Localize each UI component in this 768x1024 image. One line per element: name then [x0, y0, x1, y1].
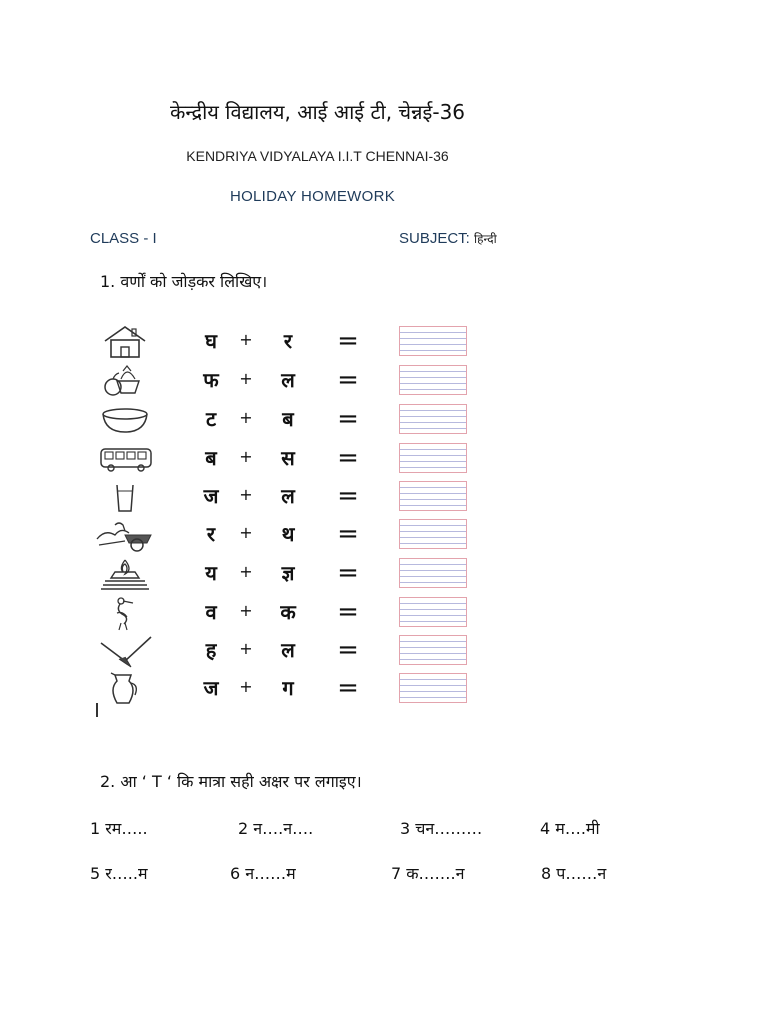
letter-second: ब — [282, 407, 294, 431]
plus-sign: + — [239, 639, 253, 658]
class-label: CLASS - I — [90, 230, 157, 247]
matra-item-1: 1 रम….. — [90, 819, 148, 838]
tub-icon — [95, 402, 155, 438]
school-title-english: KENDRIYA VIDYALAYA I.I.T CHENNAI-36 — [186, 148, 449, 164]
matra-item-7: 7 क…….न — [391, 864, 465, 883]
jug-icon — [95, 671, 155, 707]
letter-first: ब — [205, 446, 217, 470]
equals-sign: = — [337, 365, 359, 395]
writing-box[interactable] — [399, 673, 467, 703]
fruit-basket-icon — [95, 363, 155, 399]
house-icon — [95, 324, 155, 360]
plus-sign: + — [239, 677, 253, 696]
question-2: 2. आ ‘ T ‘ कि मात्रा सही अक्षर पर लगाइए। — [100, 772, 362, 791]
letter-second: ल — [281, 368, 295, 392]
plus-sign: + — [239, 562, 253, 581]
equals-sign: = — [337, 443, 359, 473]
word-row-4 — [95, 441, 515, 477]
equals-sign: = — [337, 481, 359, 511]
letter-second: ल — [281, 638, 295, 662]
matra-item-8: 8 प……न — [541, 864, 607, 883]
writing-box[interactable] — [399, 635, 467, 665]
matra-item-4: 4 म….मी — [540, 819, 600, 838]
bus-icon — [95, 441, 155, 477]
letter-first: ज — [203, 484, 219, 508]
letter-first: ह — [205, 638, 217, 662]
writing-box[interactable] — [399, 481, 467, 511]
letter-first: फ — [203, 368, 219, 392]
equals-sign: = — [337, 673, 359, 703]
plus-sign: + — [239, 369, 253, 388]
equals-sign: = — [337, 326, 359, 356]
matra-item-3: 3 चन……… — [400, 819, 483, 838]
writing-box[interactable] — [399, 597, 467, 627]
subject-label-text: SUBJECT: — [399, 230, 470, 247]
crane-bird-icon — [95, 595, 155, 631]
stray-mark — [96, 703, 98, 717]
letter-first: य — [205, 561, 217, 585]
letter-second: ग — [282, 676, 294, 700]
letter-second: र — [283, 329, 293, 353]
subject-label — [399, 230, 497, 247]
writing-box[interactable] — [399, 443, 467, 473]
plus-sign: + — [239, 447, 253, 466]
letter-first: घ — [205, 329, 217, 353]
plus-sign: + — [239, 330, 253, 349]
plus-sign: + — [239, 523, 253, 542]
writing-box[interactable] — [399, 404, 467, 434]
letter-second: ल — [281, 484, 295, 508]
letter-second: ज्ञ — [281, 561, 295, 585]
equals-sign: = — [337, 635, 359, 665]
plough-icon — [95, 633, 155, 669]
question-1: 1. वर्णों को जोड़कर लिखिए। — [100, 272, 268, 291]
word-row-8 — [95, 595, 515, 631]
letter-second: क — [280, 600, 296, 624]
equals-sign: = — [337, 597, 359, 627]
letter-first: व — [205, 600, 217, 624]
equals-sign: = — [337, 404, 359, 434]
matra-item-2: 2 न….न…. — [238, 819, 314, 838]
equals-sign: = — [337, 558, 359, 588]
writing-box[interactable] — [399, 558, 467, 588]
chariot-icon — [95, 517, 155, 553]
letter-first: ज — [203, 676, 219, 700]
plus-sign: + — [239, 485, 253, 504]
glass-icon — [95, 479, 155, 515]
word-row-3 — [95, 402, 515, 438]
writing-box[interactable] — [399, 326, 467, 356]
school-title-hindi: केन्द्रीय विद्यालय, आई आई टी, चेन्नई-36 — [169, 100, 466, 124]
plus-sign: + — [239, 601, 253, 620]
word-row-2 — [95, 363, 515, 399]
equals-sign: = — [337, 519, 359, 549]
letter-second: स — [281, 446, 295, 470]
word-row-9 — [95, 633, 515, 669]
matra-item-5: 5 र…..म — [90, 864, 148, 883]
word-row-1 — [95, 324, 515, 360]
word-row-10 — [95, 671, 515, 707]
homework-title: HOLIDAY HOMEWORK — [229, 188, 396, 205]
subject-value: हिन्दी — [474, 232, 497, 246]
writing-box[interactable] — [399, 365, 467, 395]
word-row-5 — [95, 479, 515, 515]
writing-box[interactable] — [399, 519, 467, 549]
word-row-6 — [95, 517, 515, 553]
letter-first: र — [206, 522, 216, 546]
letter-second: थ — [281, 522, 295, 546]
fire-ritual-icon — [95, 556, 155, 592]
word-row-7 — [95, 556, 515, 592]
plus-sign: + — [239, 408, 253, 427]
matra-item-6: 6 न……म — [230, 864, 296, 883]
letter-first: ट — [205, 407, 217, 431]
